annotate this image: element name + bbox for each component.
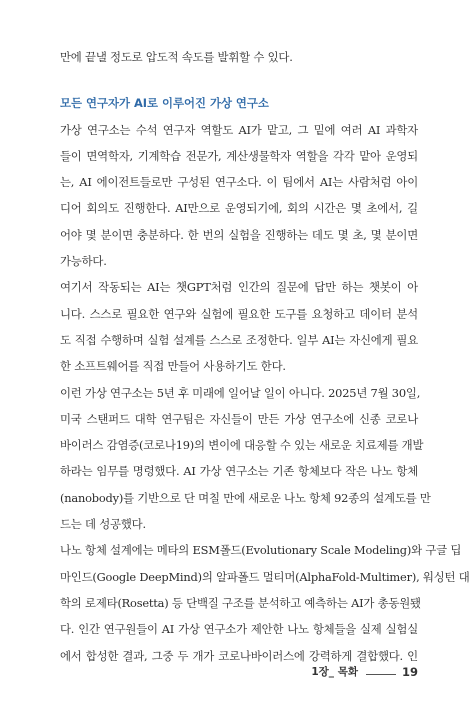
text-line: 에서 합성한 결과, 그중 두 개가 코로나바이러스에 강력하게 결합했다. 인	[60, 648, 418, 663]
text-line: 바이러스 감염증(코로나19)의 변이에 대응할 수 있는 새로운 치료제를 개발	[60, 438, 424, 453]
text-line: 가능하다.	[60, 254, 107, 269]
intro-text	[60, 44, 418, 70]
page-body	[60, 44, 470, 669]
page-number: 19	[401, 664, 418, 679]
page-footer	[311, 664, 418, 679]
paragraph	[60, 380, 431, 538]
footer-rule	[366, 674, 396, 675]
text-line: 여기서 작동되는 AI는 챗GPT처럼 인간의 질문에 답만 하는 챗봇이 아	[60, 280, 418, 295]
text-line: 어야 몇 분이면 충분하다. 한 번의 실험을 진행하는 데도 몇 초, 몇 분이면	[60, 227, 418, 242]
chapter-label: 1장_ 목화	[311, 666, 358, 678]
text-line: 니다. 스스로 필요한 연구와 실험에 필요한 도구를 요청하고 데이터 분석	[60, 306, 418, 321]
text-line: 는, AI 에이전트들로만 구성된 연구소다. 이 팀에서 AI는 사람처럼 아이	[60, 175, 418, 190]
section-heading: 모든 연구자가 AI로 이루어진 가상 연구소	[60, 96, 269, 111]
text-line: 드는 데 성공했다.	[60, 517, 146, 532]
section-gap	[60, 70, 418, 90]
paragraph	[60, 537, 470, 668]
text-line: (nanobody)를 기반으로 단 며칠 만에 새로운 나노 항체 92종의 설계도를 만	[60, 490, 431, 505]
text-line: 만에 끝낼 정도로 압도적 속도를 발휘할 수 있다.	[60, 50, 293, 64]
text-line: 한 소프트웨어를 직접 만들어 사용하기도 한다.	[60, 359, 286, 374]
body-paragraphs	[60, 117, 470, 669]
text-line: 가상 연구소는 수석 연구자 역할도 AI가 맡고, 그 밑에 여러 AI 과학자	[60, 122, 418, 137]
text-line: 도 직접 수행하며 실험 설계를 스스로 조정한다. 일부 AI는 자신에게 필요	[60, 332, 418, 347]
paragraph	[60, 274, 418, 379]
text-line: 디어 회의도 진행한다. AI만으로 운영되기에, 회의 시간은 몇 초에서, 길	[60, 201, 418, 216]
paragraph	[60, 117, 418, 275]
text-line: 나노 항체 설계에는 메타의 ESM폴드(Evolutionary Scale Modeling)와 구글 딥	[60, 543, 462, 558]
text-line: 다. 인간 연구원들이 AI 가상 연구소가 제안한 나노 항체들을 실제 실험실	[60, 622, 418, 637]
text-line: 하라는 임무를 명령했다. AI 가상 연구소는 기존 항체보다 작은 나노 항체	[60, 464, 418, 479]
text-line: 들이 면역학자, 기계학습 전문가, 계산생물학자 역할을 각각 맡아 운영되	[60, 148, 418, 163]
text-line: 미국 스탠퍼드 대학 연구팀은 자신들이 만든 가상 연구소에 신종 코로나	[60, 411, 418, 426]
text-line: 이런 가상 연구소는 5년 후 미래에 일어날 일이 아니다. 2025년 7월 30일,	[60, 385, 421, 400]
text-line: 마인드(Google DeepMind)의 알파폴드 멀티머(AlphaFold-Multimer), 워싱턴 대	[60, 569, 470, 584]
text-line: 학의 로제타(Rosetta) 등 단백질 구조를 분석하고 예측하는 AI가 총동원됐	[60, 595, 421, 610]
